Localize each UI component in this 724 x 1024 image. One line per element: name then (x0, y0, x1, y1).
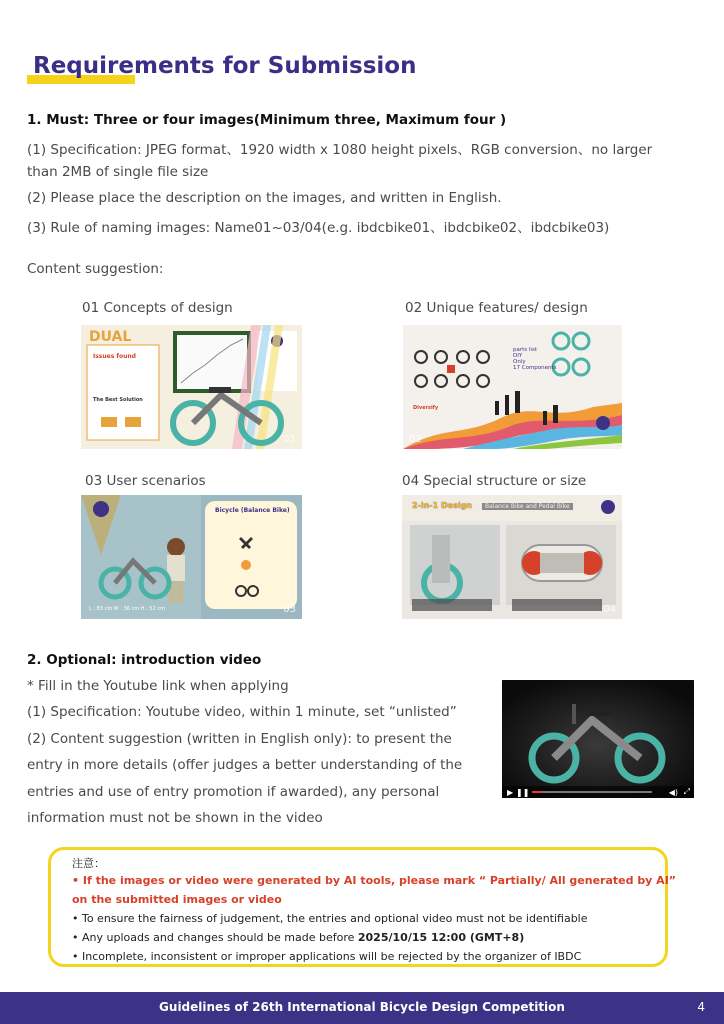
page-title: Requirements for Submission (33, 53, 417, 79)
notice-deadline-prefix: • Any uploads and changes should be made before (72, 931, 358, 944)
footer-title: Guidelines of 26th International Bicycle Design Competition (159, 1000, 565, 1014)
thumb-04-subtitle: Balance Bike and Pedal Bike (482, 503, 573, 510)
notice-label: 注意： (72, 857, 105, 870)
notice-fairness: • To ensure the fairness of judgement, the entries and optional video must not be identifiable (72, 912, 588, 925)
content-suggestion-label: Content suggestion: (27, 261, 164, 277)
thumb-02-diversify: Diversify (413, 405, 439, 411)
optional-line-4: entry in more details (offer judges a better understanding of the (27, 757, 463, 773)
thumb-03-title: Bicycle (Balance Bike) (215, 507, 290, 514)
play-icon[interactable]: ▶ (507, 788, 514, 797)
notice-reject: • Incomplete, inconsistent or improper applications will be rejected by the organizer of IBDC (72, 950, 582, 963)
features-illustration (403, 325, 622, 449)
thumb-features (403, 325, 622, 449)
thumb-scenarios (81, 495, 302, 619)
caption-03: 03 User scenarios (85, 473, 206, 489)
volume-icon[interactable]: ◀) (668, 788, 678, 797)
must-line-3: (2) Please place the description on the images, and written in English. (27, 190, 502, 206)
caption-02: 02 Unique features/ design (405, 300, 588, 316)
thumb-01-number: 01 (283, 434, 296, 445)
thumb-02-only: Only (513, 359, 526, 365)
notice-deadline-date: 2025/10/15 12:00 (GMT+8) (357, 931, 525, 944)
thumb-01-issues: Issues found (93, 353, 136, 360)
optional-line-5: entries and use of entry promotion if awarded), any personal (27, 784, 440, 800)
thumb-structure (402, 495, 622, 619)
notice-deadline-line (72, 931, 524, 944)
thumb-02-parts-title: parts list (513, 347, 537, 353)
video-preview[interactable] (502, 680, 694, 798)
thumb-02-components: 17 Components (513, 365, 557, 371)
notice-ai-line-2: on the submitted images or video (72, 893, 282, 906)
pause-icon[interactable]: ❚❚ (516, 788, 530, 797)
optional-line-1: * Fill in the Youtube link when applying (27, 678, 289, 694)
thumb-concepts (81, 325, 302, 449)
optional-line-2: (1) Specification: Youtube video, within 1 minute, set “unlisted” (27, 704, 457, 720)
dual-logo: DUAL (89, 329, 132, 345)
caption-04: 04 Special structure or size (402, 473, 587, 489)
thumb-02-parts (513, 347, 557, 371)
optional-line-3: (2) Content suggestion (written in English only): to present the (27, 731, 452, 747)
thumb-03-dimensions: L : 83 cm W : 36 cm H : 52 cm (89, 606, 165, 612)
notice-ai-line-1: • If the images or video were generated by AI tools, please mark “ Partially/ All generated by AI” (72, 874, 677, 887)
video-illustration (502, 680, 694, 798)
optional-line-6: information must not be shown in the video (27, 810, 323, 826)
must-line-2: than 2MB of single file size (27, 164, 209, 180)
thumb-03-number: 03 (283, 604, 296, 615)
fullscreen-icon[interactable]: ⤢ (683, 787, 690, 796)
must-heading: 1. Must: Three or four images(Minimum three, Maximum four ) (27, 112, 507, 128)
footer-bar (0, 992, 724, 1024)
caption-01: 01 Concepts of design (82, 300, 233, 316)
thumb-04-title: 2-in-1 Design (412, 501, 472, 510)
must-line-4: (3) Rule of naming images: Name01~03/04(e.g. ibdcbike01、ibdcbike02、ibdcbike03) (27, 220, 610, 236)
page-number: 4 (697, 1000, 705, 1014)
structure-illustration (402, 495, 622, 619)
thumb-02-diy: DIY (513, 353, 523, 359)
notice-box (48, 847, 668, 967)
must-line-1: (1) Specification: JPEG format、1920 width x 1080 height pixels、RGB conversion、no larger (27, 142, 653, 158)
thumb-01-solution: The Best Solution (93, 397, 143, 403)
thumb-04-number: 04 (603, 604, 616, 615)
title-block (27, 53, 416, 79)
thumb-02-number: 02 (409, 434, 422, 445)
optional-heading: 2. Optional: introduction video (27, 652, 262, 668)
